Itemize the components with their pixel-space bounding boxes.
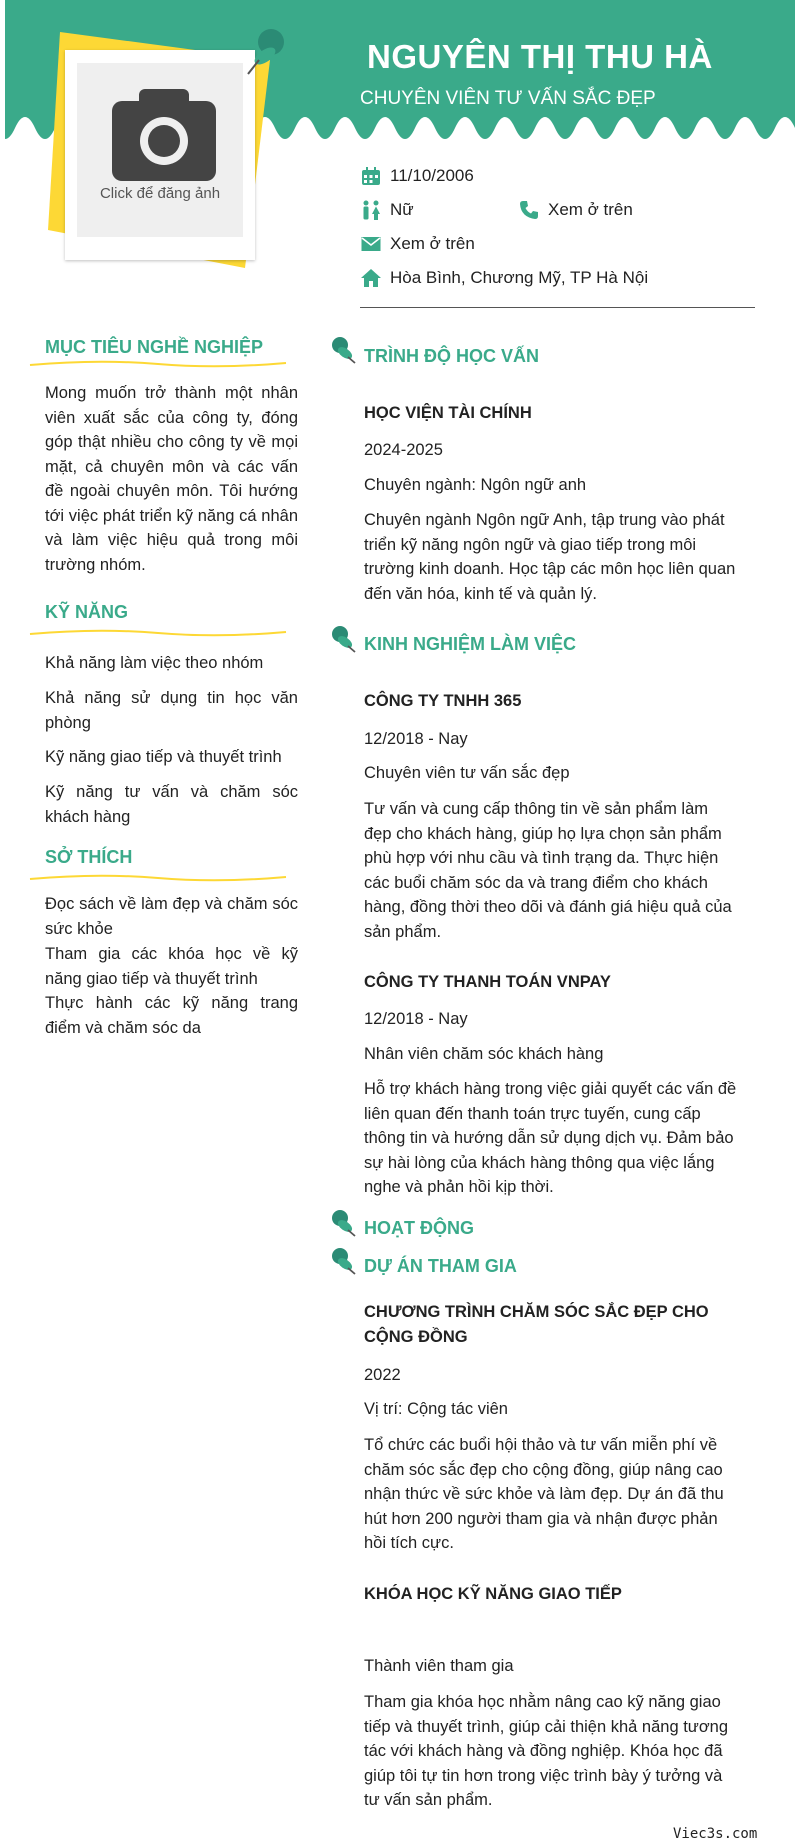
photo-frame: [65, 50, 255, 260]
gender-value: Nữ: [390, 200, 414, 219]
objective-text: Mong muốn trở thành một nhân viên xuất sắc của công ty, đóng góp thật nhiều cho công ty về mọi mặt, cả chuyên môn và các vấn đề ngoài chuyên môn. Tôi hướng tới việc phát triển kỹ năng cá nhân và làm việc hiệu quả trong môi trường nhóm.: [45, 384, 298, 574]
photo-placeholder[interactable]: [77, 63, 243, 237]
project-name: CHƯƠNG TRÌNH CHĂM SÓC SẮC ĐẸP CHO CỘNG ĐỒNG: [364, 1303, 709, 1346]
skill-item: Khả năng làm việc theo nhóm: [45, 654, 264, 672]
project-name: KHÓA HỌC KỸ NĂNG GIAO TIẾP: [364, 1585, 622, 1603]
upload-photo-caption[interactable]: Click để đăng ảnh: [99, 185, 221, 202]
yellow-squiggle-divider: [28, 358, 288, 370]
job-company: CÔNG TY THANH TOÁN VNPAY: [364, 973, 611, 991]
section-title-activities: HOẠT ĐỘNG: [364, 1218, 474, 1238]
project-period: 2022: [364, 1366, 401, 1384]
email-value: Xem ở trên: [390, 234, 475, 253]
pushpin-icon: [330, 1209, 356, 1237]
contact-email: [360, 234, 475, 254]
skill-item: Khả năng sử dụng tin học văn phòng: [45, 689, 298, 732]
pushpin-icon: [330, 1247, 356, 1275]
job-description: Tư vấn và cung cấp thông tin về sản phẩm làm đẹp cho khách hàng, giúp họ lựa chọn sản phẩm phù hợp với nhu cầu và tình trạng da. Thực hiện các buổi chăm sóc da và trang điểm cho khách hàng, đồng thời theo dõi và đánh giá hiệu quả của sản phẩm.: [364, 800, 732, 941]
hobby-item: Tham gia các khóa học về kỹ năng giao tiếp và thuyết trình: [45, 945, 298, 988]
section-title-projects: DỰ ÁN THAM GIA: [364, 1256, 517, 1276]
profile-photo-area[interactable]: [40, 20, 300, 280]
section-title-hobbies: SỞ THÍCH: [45, 847, 133, 867]
home-icon: [360, 268, 382, 288]
section-title-experience: KINH NGHIỆM LÀM VIỆC: [364, 634, 577, 654]
project-description: Tổ chức các buổi hội thảo và tư vấn miễn phí về chăm sóc sắc đẹp cho cộng đồng, giúp nâng cao nhận thức về sức khỏe và làm đẹp. Dự án đã thu hút hơn 200 người tham gia và nhận được phản hồi tích cực.: [364, 1436, 724, 1552]
pushpin-icon: [330, 336, 356, 364]
contact-address: [360, 268, 648, 288]
project-role: Vị trí: Cộng tác viên: [364, 1400, 508, 1418]
project-role: Thành viên tham gia: [364, 1657, 514, 1675]
birthday-value: 11/10/2006: [390, 166, 474, 185]
address-value: Hòa Bình, Chương Mỹ, TP Hà Nội: [390, 268, 649, 287]
education-period: 2024-2025: [364, 441, 443, 459]
job-position: Chuyên viên tư vấn sắc đẹp: [364, 764, 570, 782]
pushpin-icon: [245, 26, 289, 76]
watermark: Viec3s.com: [673, 1826, 758, 1842]
job-description: Hỗ trợ khách hàng trong việc giải quyết các vấn đề liên quan đến thanh toán trực tuyến, cung cấp thông tin và hướng dẫn sử dụng dịch vụ. Đảm bảo sự hài lòng của khách hàng thông qua việc lắng nghe và phản hồi kịp thời.: [364, 1080, 737, 1196]
skill-item: Kỹ năng giao tiếp và thuyết trình: [45, 748, 282, 766]
hobby-item: Thực hành các kỹ năng trang điểm và chăm sóc da: [45, 994, 298, 1037]
job-company: CÔNG TY TNHH 365: [364, 692, 522, 710]
section-title-education: TRÌNH ĐỘ HỌC VẤN: [364, 346, 539, 366]
contact-divider: [360, 307, 755, 308]
phone-icon: [518, 200, 540, 220]
email-icon: [360, 234, 382, 254]
calendar-icon: [360, 166, 382, 186]
education-school: HỌC VIỆN TÀI CHÍNH: [364, 404, 532, 422]
job-title: CHUYÊN VIÊN TƯ VẤN SẮC ĐẸP: [360, 88, 656, 109]
contact-birthday: [360, 166, 474, 186]
contact-gender: [360, 200, 414, 220]
education-major: Chuyên ngành: Ngôn ngữ anh: [364, 476, 587, 494]
camera-icon: [77, 63, 243, 183]
skill-item: Kỹ năng tư vấn và chăm sóc khách hàng: [45, 783, 298, 826]
project-description: Tham gia khóa học nhằm nâng cao kỹ năng giao tiếp và thuyết trình, giúp cải thiện khả năng tương tác với khách hàng và đồng nghiệp. Khóa học đã giúp tôi tự tin hơn trong việc trình bày ý tưởng và tư vấn sản phẩm.: [364, 1693, 729, 1809]
pushpin-icon: [330, 625, 356, 653]
job-period: 12/2018 - Nay: [364, 1010, 468, 1028]
gender-icon: [360, 200, 382, 220]
hobby-item: Đọc sách về làm đẹp và chăm sóc sức khỏe: [45, 895, 298, 938]
section-title-objective: MỤC TIÊU NGHỀ NGHIỆP: [45, 337, 264, 357]
yellow-squiggle-divider: [28, 627, 288, 639]
education-description: Chuyên ngành Ngôn ngữ Anh, tập trung vào phát triển kỹ năng ngôn ngữ và giao tiếp trong môi trường kinh doanh. Học tập các môn học liên quan đến văn hóa, kinh tế và quản lý.: [364, 511, 736, 603]
job-position: Nhân viên chăm sóc khách hàng: [364, 1045, 604, 1063]
phone-value: Xem ở trên: [548, 200, 633, 219]
candidate-name: NGUYÊN THỊ THU HÀ: [367, 38, 713, 75]
job-period: 12/2018 - Nay: [364, 730, 468, 748]
yellow-squiggle-divider: [28, 872, 288, 884]
contact-phone: [518, 200, 633, 220]
section-title-skills: KỸ NĂNG: [45, 602, 129, 622]
